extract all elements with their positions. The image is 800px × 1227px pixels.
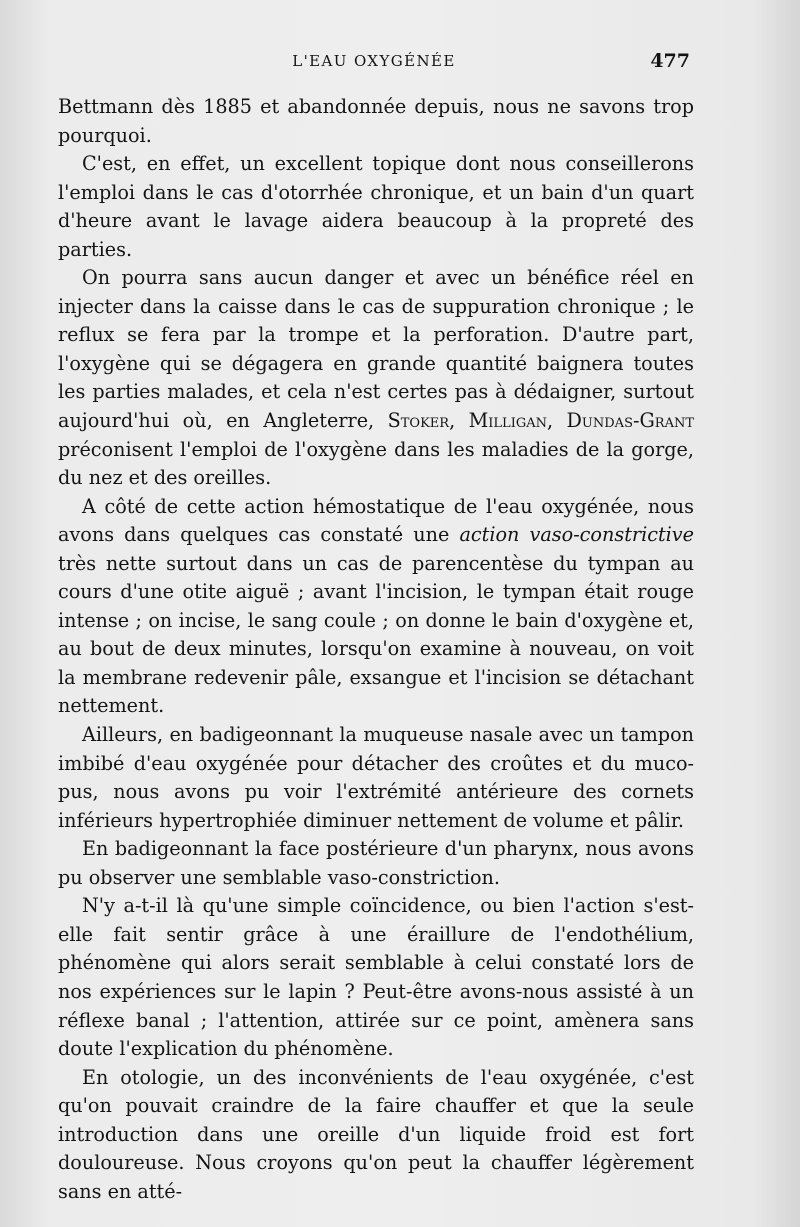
italic-term: action vaso-constrictive [459, 523, 694, 547]
body-text [58, 93, 694, 1206]
paragraph-injection: On pourra sans aucun danger et avec un bénéfice réel en injecter dans la caisse dans le cas de suppuration chronique ; le reflux se fera par la trompe et la perforation. D'autre part, l'oxygène qui se dégagera en grande quantité baignera toutes les parties malades, et cela n'est certes pas à dédaigner, surtout aujourd'hui où, en Angleterre, Stoker, Milligan, Dundas-Grant préconisent l'emploi de l'oxygène dans les maladies de la gorge, du nez et des oreilles. [58, 266, 695, 490]
running-head [58, 50, 690, 74]
author-dundas-grant: Dundas-Grant [566, 409, 695, 433]
paragraph-coincidence: N'y a-t-il là qu'une simple coïncidence, ou bien l'action s'est-elle fait sentir grâce à une éraillure de l'endothélium, phénomène qui alors serait semblable à celui constaté lors de nos expériences sur le lapin ? Peut-être avons-nous assisté à un réflexe banal ; l'attention, attirée sur ce point, amènera sans doute l'explication du phénomène. [58, 894, 694, 1061]
author-stoker: Stoker [387, 409, 450, 433]
page-number: 477 [650, 50, 690, 72]
paragraph-vasoconstriction-text-b: très nette surtout dans un cas de parencentèse du tympan au cours d'une otite aiguë ; avant l'incision, le tympan était rouge intense ; on incise, le sang coule ; on donne le bain d'oxygène et, au bout de deux minutes, lorsqu'on examine à nouveau, on voit la membrane redevenir pâle, exsangue et l'incision se détachant nettement. [58, 551, 694, 718]
paragraph-otorrhea: C'est, en effet, un excellent topique dont nous conseillerons l'emploi dans le cas d'otorrhée chronique, et un bain d'un quart d'heure avant le lavage aidera beaucoup à la propreté des parties. [58, 152, 694, 261]
paragraph-vasoconstriction-text-a: A côté de cette action hémostatique de l'eau oxygénée, nous avons dans quelques cas constaté une [58, 494, 694, 547]
paragraph-vasoconstriction [58, 493, 694, 721]
paragraph-nasal: Ailleurs, en badigeonnant la muqueuse nasale avec un tampon imbibé d'eau oxygénée pour détacher des croûtes et du muco-pus, nous avons pu voir l'extrémité antérieure des cornets inférieurs hypertrophiée diminuer nettement de volume et pâlir. [58, 723, 694, 832]
paragraph-continued: Bettmann dès 1885 et abandonnée depuis, nous ne savons trop pourquoi. [58, 95, 694, 147]
paragraph-pharynx: En badigeonnant la face postérieure d'un pharynx, nous avons pu observer une semblable vaso-constriction. [58, 837, 694, 889]
paragraph-otology: En otologie, un des inconvénients de l'eau oxygénée, c'est qu'on pouvait craindre de la faire chauffer et que la seule introduction dans une oreille d'un liquide froid est fort douloureuse. Nous croyons qu'on peut la chauffer légèrement sans en atté- [58, 1065, 694, 1203]
paragraph-injection-text-b: préconisent l'emploi de l'oxygène dans les maladies de la gorge, du nez et des oreilles. [58, 437, 694, 490]
author-milligan: Milligan [468, 409, 547, 433]
running-title: L'EAU OXYGÉNÉE [292, 52, 456, 70]
paragraph-injection-text-a: On pourra sans aucun danger et avec un bénéfice réel en injecter dans la caisse dans le cas de suppuration chronique ; le reflux se fera par la trompe et la perforation. D'autre part, l'oxygène qui se dégagera en grande quantité baignera toutes les parties malades, et cela n'est certes pas à dédaigner, surtout aujourd'hui où, en Angleterre, [58, 266, 694, 433]
